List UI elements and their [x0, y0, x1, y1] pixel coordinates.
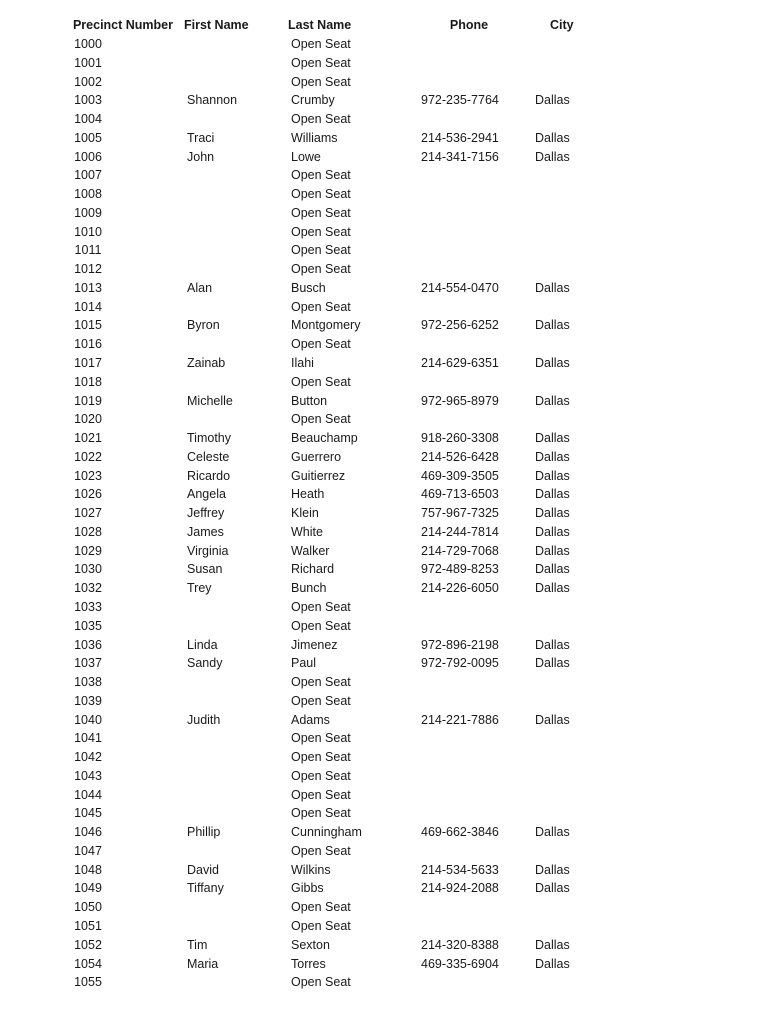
phone-cell: 214-924-2088 — [421, 881, 499, 896]
table-row — [0, 729, 768, 748]
city-cell: Dallas — [535, 881, 570, 896]
table-row — [0, 485, 768, 504]
last-name-cell: Adams — [291, 712, 330, 727]
city-cell: Dallas — [535, 937, 570, 952]
precinct-number-cell: 1047 — [74, 843, 102, 858]
city-cell: Dallas — [535, 393, 570, 408]
table-row — [0, 917, 768, 936]
table-row — [0, 973, 768, 992]
precinct-number-cell: 1005 — [74, 130, 102, 145]
precinct-number-cell: 1009 — [74, 205, 102, 220]
table-row — [0, 429, 768, 448]
last-name-cell: Jimenez — [291, 637, 338, 652]
city-cell: Dallas — [535, 431, 570, 446]
table-row — [0, 560, 768, 579]
table-row — [0, 842, 768, 861]
precinct-number-cell: 1000 — [74, 37, 102, 51]
first-name-cell: Tim — [187, 937, 208, 952]
city-cell: Dallas — [535, 524, 570, 539]
precinct-number-cell: 1026 — [74, 487, 102, 502]
last-name-cell: Heath — [291, 487, 325, 502]
precinct-number-cell: 1021 — [74, 431, 102, 446]
table-row — [0, 129, 768, 148]
table-row — [0, 542, 768, 561]
last-name-cell: Open Seat — [291, 843, 351, 858]
precinct-number-cell: 1013 — [74, 280, 102, 295]
precinct-number-cell: 1015 — [74, 318, 102, 333]
precinct-number-cell: 1023 — [74, 468, 102, 483]
table-row — [0, 392, 768, 411]
first-name-cell: Phillip — [187, 825, 221, 840]
city-cell: Dallas — [535, 543, 570, 558]
phone-cell: 214-526-6428 — [421, 449, 499, 464]
precinct-number-cell: 1054 — [74, 956, 102, 971]
first-name-cell: Sandy — [187, 656, 223, 671]
last-name-cell: Gibbs — [291, 881, 324, 896]
last-name-cell: Open Seat — [291, 768, 351, 783]
table-row — [0, 523, 768, 542]
city-cell: Dallas — [535, 449, 570, 464]
last-name-cell: Open Seat — [291, 918, 351, 933]
precinct-number-cell: 1004 — [74, 112, 102, 127]
phone-cell: 972-896-2198 — [421, 637, 499, 652]
table-row — [0, 410, 768, 429]
precinct-roster-table — [0, 15, 768, 992]
precinct-number-cell: 1049 — [74, 881, 102, 896]
phone-cell: 972-489-8253 — [421, 562, 499, 577]
precinct-number-cell: 1050 — [74, 900, 102, 915]
last-name-cell: Open Seat — [291, 675, 351, 690]
table-row — [0, 35, 768, 54]
precinct-number-cell: 1045 — [74, 806, 102, 821]
table-body — [0, 35, 768, 992]
phone-cell: 214-320-8388 — [421, 937, 499, 952]
table-row — [0, 316, 768, 335]
last-name-cell: Open Seat — [291, 731, 351, 746]
phone-cell: 972-965-8979 — [421, 393, 499, 408]
precinct-number-cell: 1019 — [74, 393, 102, 408]
table-row — [0, 861, 768, 880]
phone-cell: 214-729-7068 — [421, 543, 499, 558]
table-row — [0, 373, 768, 392]
phone-cell: 918-260-3308 — [421, 431, 499, 446]
table-row — [0, 54, 768, 73]
last-name-cell: Cunningham — [291, 825, 362, 840]
header-phone: Phone — [449, 18, 489, 32]
precinct-number-cell: 1033 — [74, 599, 102, 614]
phone-cell: 214-221-7886 — [421, 712, 499, 727]
last-name-cell: Open Seat — [291, 224, 351, 239]
precinct-number-cell: 1027 — [74, 506, 102, 521]
city-cell: Dallas — [535, 487, 570, 502]
first-name-cell: Jeffrey — [187, 506, 225, 521]
precinct-number-cell: 1032 — [74, 581, 102, 596]
last-name-cell: Richard — [291, 562, 335, 577]
table-row — [0, 767, 768, 786]
first-name-cell: Angela — [187, 487, 226, 502]
precinct-number-cell: 1007 — [74, 168, 102, 183]
first-name-cell: Zainab — [187, 356, 226, 371]
city-cell: Dallas — [535, 468, 570, 483]
first-name-cell: Byron — [187, 318, 220, 333]
table-row — [0, 110, 768, 129]
table-row — [0, 73, 768, 92]
last-name-cell: Open Seat — [291, 599, 351, 614]
precinct-number-cell: 1028 — [74, 524, 102, 539]
precinct-number-cell: 1035 — [74, 618, 102, 633]
precinct-number-cell: 1014 — [74, 299, 102, 314]
city-cell: Dallas — [535, 956, 570, 971]
precinct-number-cell: 1041 — [74, 731, 102, 746]
table-row — [0, 448, 768, 467]
last-name-cell: Open Seat — [291, 750, 351, 765]
table-row — [0, 786, 768, 805]
last-name-cell: Button — [291, 393, 328, 408]
first-name-cell: Virginia — [187, 543, 229, 558]
table-row — [0, 673, 768, 692]
last-name-cell: Montgomery — [291, 318, 361, 333]
precinct-number-cell: 1020 — [74, 412, 102, 427]
header-precinct-number: Precinct Number — [72, 18, 173, 32]
table-row — [0, 748, 768, 767]
phone-cell: 214-554-0470 — [421, 280, 499, 295]
table-row — [0, 204, 768, 223]
precinct-number-cell: 1008 — [74, 187, 102, 202]
precinct-number-cell: 1039 — [74, 693, 102, 708]
precinct-number-cell: 1030 — [74, 562, 102, 577]
precinct-number-cell: 1055 — [74, 975, 102, 990]
table-row — [0, 579, 768, 598]
first-name-cell: Timothy — [187, 431, 231, 446]
first-name-cell: Michelle — [187, 393, 233, 408]
phone-cell: 469-662-3846 — [421, 825, 499, 840]
last-name-cell: Open Seat — [291, 262, 351, 277]
header-first-name: First Name — [184, 18, 249, 32]
phone-cell: 757-967-7325 — [421, 506, 499, 521]
table-row — [0, 223, 768, 242]
phone-cell: 469-713-6503 — [421, 487, 499, 502]
precinct-number-cell: 1003 — [74, 93, 102, 108]
first-name-cell: Susan — [187, 562, 223, 577]
precinct-number-cell: 1042 — [74, 750, 102, 765]
last-name-cell: Lowe — [291, 149, 321, 164]
last-name-cell: Open Seat — [291, 374, 351, 389]
table-row — [0, 298, 768, 317]
last-name-cell: Paul — [291, 656, 317, 671]
first-name-cell: Shannon — [187, 93, 238, 108]
last-name-cell: Crumby — [291, 93, 335, 108]
last-name-cell: Open Seat — [291, 37, 351, 51]
last-name-cell: Open Seat — [291, 900, 351, 915]
last-name-cell: Ilahi — [291, 356, 314, 371]
first-name-cell: David — [187, 862, 219, 877]
precinct-number-cell: 1029 — [74, 543, 102, 558]
precinct-number-cell: 1037 — [74, 656, 102, 671]
table-row — [0, 467, 768, 486]
last-name-cell: Open Seat — [291, 299, 351, 314]
table-row — [0, 504, 768, 523]
city-cell: Dallas — [535, 130, 570, 145]
phone-cell: 469-309-3505 — [421, 468, 499, 483]
last-name-cell: Torres — [291, 956, 326, 971]
city-cell: Dallas — [535, 562, 570, 577]
table-row — [0, 241, 768, 260]
city-cell: Dallas — [535, 506, 570, 521]
table-row — [0, 692, 768, 711]
table-row — [0, 166, 768, 185]
last-name-cell: White — [291, 524, 323, 539]
first-name-cell: James — [187, 524, 224, 539]
table-row — [0, 636, 768, 655]
city-cell: Dallas — [535, 862, 570, 877]
precinct-number-cell: 1022 — [74, 449, 102, 464]
phone-cell: 972-792-0095 — [421, 656, 499, 671]
first-name-cell: Celeste — [187, 449, 230, 464]
last-name-cell: Open Seat — [291, 112, 351, 127]
phone-cell: 214-629-6351 — [421, 356, 499, 371]
header-city: City — [550, 18, 574, 32]
last-name-cell: Open Seat — [291, 806, 351, 821]
precinct-number-cell: 1012 — [74, 262, 102, 277]
table-row — [0, 260, 768, 279]
first-name-cell: Tiffany — [187, 881, 224, 896]
precinct-number-cell: 1011 — [74, 243, 102, 258]
last-name-cell: Open Seat — [291, 787, 351, 802]
table-row — [0, 354, 768, 373]
city-cell: Dallas — [535, 825, 570, 840]
last-name-cell: Open Seat — [291, 168, 351, 183]
last-name-cell: Open Seat — [291, 243, 351, 258]
last-name-cell: Klein — [291, 506, 319, 521]
first-name-cell: John — [187, 149, 215, 164]
table-row — [0, 823, 768, 842]
first-name-cell: Alan — [187, 280, 213, 295]
table-row — [0, 148, 768, 167]
city-cell: Dallas — [535, 637, 570, 652]
last-name-cell: Open Seat — [291, 205, 351, 220]
phone-cell: 214-226-6050 — [421, 581, 499, 596]
precinct-number-cell: 1018 — [74, 374, 102, 389]
precinct-number-cell: 1040 — [74, 712, 102, 727]
table-row — [0, 185, 768, 204]
last-name-cell: Open Seat — [291, 412, 351, 427]
table-row — [0, 279, 768, 298]
last-name-cell: Open Seat — [291, 55, 351, 70]
table-row — [0, 879, 768, 898]
first-name-cell: Traci — [187, 130, 215, 145]
phone-cell: 972-235-7764 — [421, 93, 499, 108]
last-name-cell: Wilkins — [291, 862, 331, 877]
table-row — [0, 335, 768, 354]
city-cell: Dallas — [535, 712, 570, 727]
city-cell: Dallas — [535, 356, 570, 371]
table-row — [0, 598, 768, 617]
last-name-cell: Walker — [291, 543, 330, 558]
last-name-cell: Sexton — [291, 937, 330, 952]
header-last-name: Last Name — [288, 18, 352, 32]
first-name-cell: Linda — [187, 637, 218, 652]
last-name-cell: Beauchamp — [291, 431, 358, 446]
table-row — [0, 898, 768, 917]
phone-cell: 972-256-6252 — [421, 318, 499, 333]
table-row — [0, 955, 768, 974]
precinct-number-cell: 1017 — [74, 356, 102, 371]
last-name-cell: Open Seat — [291, 975, 351, 990]
phone-cell: 214-536-2941 — [421, 130, 499, 145]
precinct-number-cell: 1046 — [74, 825, 102, 840]
city-cell: Dallas — [535, 318, 570, 333]
table-row — [0, 711, 768, 730]
table-header-row — [0, 15, 768, 35]
last-name-cell: Open Seat — [291, 693, 351, 708]
last-name-cell: Bunch — [291, 581, 327, 596]
precinct-number-cell: 1036 — [74, 637, 102, 652]
precinct-number-cell: 1002 — [74, 74, 102, 89]
first-name-cell: Judith — [187, 712, 221, 727]
precinct-number-cell: 1051 — [74, 918, 102, 933]
city-cell: Dallas — [535, 149, 570, 164]
last-name-cell: Open Seat — [291, 187, 351, 202]
precinct-number-cell: 1038 — [74, 675, 102, 690]
last-name-cell: Guerrero — [291, 449, 342, 464]
city-cell: Dallas — [535, 581, 570, 596]
last-name-cell: Open Seat — [291, 337, 351, 352]
phone-cell: 214-534-5633 — [421, 862, 499, 877]
city-cell: Dallas — [535, 280, 570, 295]
phone-cell: 214-244-7814 — [421, 524, 499, 539]
table-row — [0, 654, 768, 673]
precinct-number-cell: 1001 — [74, 55, 102, 70]
city-cell: Dallas — [535, 656, 570, 671]
phone-cell: 214-341-7156 — [421, 149, 499, 164]
precinct-number-cell: 1043 — [74, 768, 102, 783]
table-row — [0, 617, 768, 636]
first-name-cell: Trey — [187, 581, 212, 596]
city-cell: Dallas — [535, 93, 570, 108]
precinct-number-cell: 1044 — [74, 787, 102, 802]
precinct-number-cell: 1052 — [74, 937, 102, 952]
last-name-cell: Open Seat — [291, 74, 351, 89]
precinct-number-cell: 1016 — [74, 337, 102, 352]
phone-cell: 469-335-6904 — [421, 956, 499, 971]
table-row — [0, 91, 768, 110]
last-name-cell: Busch — [291, 280, 326, 295]
precinct-number-cell: 1006 — [74, 149, 102, 164]
precinct-number-cell: 1010 — [74, 224, 102, 239]
last-name-cell: Guitierrez — [291, 468, 346, 483]
last-name-cell: Williams — [291, 130, 338, 145]
last-name-cell: Open Seat — [291, 618, 351, 633]
table-row — [0, 804, 768, 823]
table-row — [0, 936, 768, 955]
first-name-cell: Maria — [187, 956, 219, 971]
precinct-number-cell: 1048 — [74, 862, 102, 877]
first-name-cell: Ricardo — [187, 468, 231, 483]
